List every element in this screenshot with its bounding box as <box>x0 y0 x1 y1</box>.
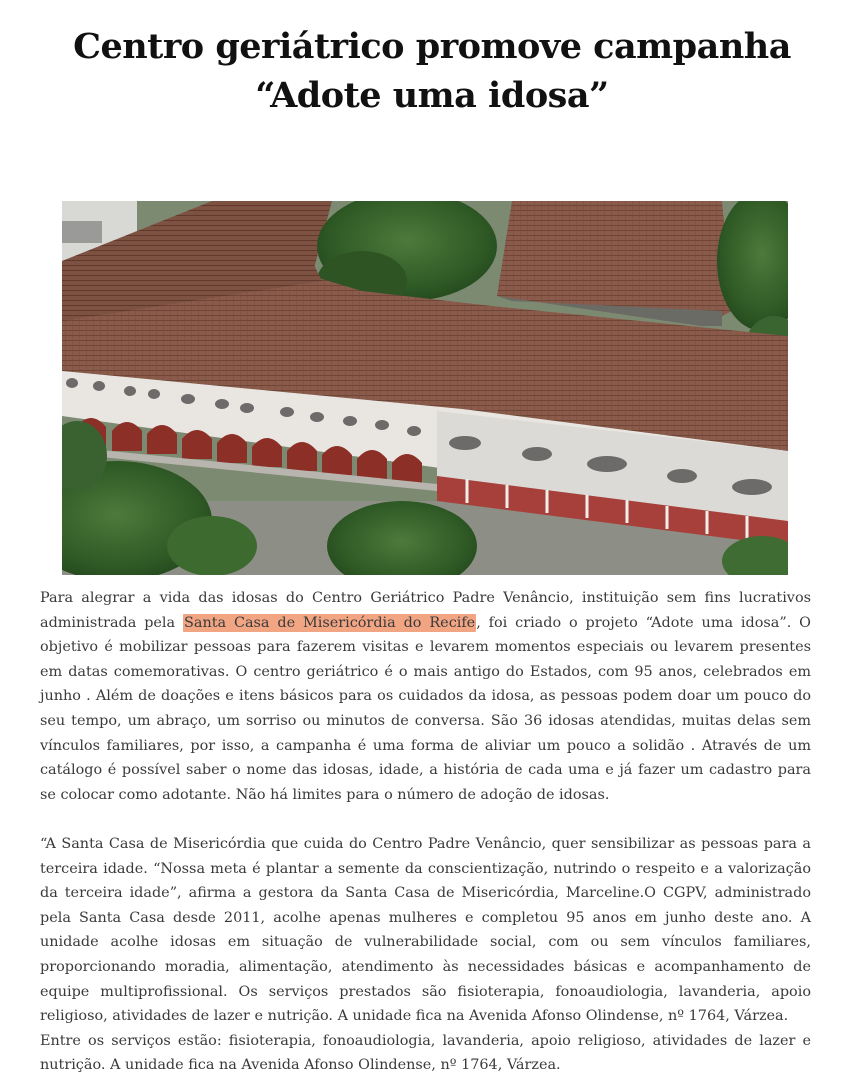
paragraph-text: Para alegrar a vida das idosas do Centro Geriátrico Padre Venâncio, instituição sem fins lucrativos administrada pela <box>40 590 811 631</box>
paragraph-text: , foi criado o projeto “Adote uma idosa”. O objetivo é mobilizar pessoas para fazerem visitas e levarem momentos especiais ou levarem presentes em datas comemorativas. O centro geriátrico é o mais antigo do Estados, com 95 anos, celebrados em junho . Além de doações e itens básicos para os cuidados da idosa, as pessoas podem doar um pouco do seu tempo, um abraço, um sorriso ou minutos de conversa. São 36 idosas atendidas, muitas delas sem vínculos familiares, por isso, a campanha é uma forma de aliviar um pouco a solidão . Através de um catálogo é possível saber o nome das idosas, idade, a história de cada uma e já fazer um cadastro para se colocar como adotante. Não há limites para o número de adoção de idosas. <box>40 614 811 803</box>
article-paragraph <box>40 586 811 807</box>
article-photo-aerial-building <box>62 201 788 575</box>
santa-casa-link[interactable]: Santa Casa de Misericórdia do Recife <box>184 614 476 631</box>
article-paragraph: “A Santa Casa de Misericórdia que cuida do Centro Padre Venâncio, quer sensibilizar as pessoas para a terceira idade. “Nossa meta é plantar a semente da conscientização, nutrindo o respeito e a valorização da terceira idade”, afirma a gestora da Santa Casa de Misericórdia, Marceline.O CGPV, administrado pela Santa Casa desde 2011, acolhe apenas mulheres e completou 95 anos em junho deste ano. A unidade acolhe idosas em situação de vulnerabilidade social, com ou sem vínculos familiares, proporcionando moradia, alimentação, atendimento às necessidades básicas e acompanhamento de equipe multiprofissional. Os serviços prestados são fisioterapia, fonoaudiologia, lavanderia, apoio religioso, atividades de lazer e nutrição. A unidade fica na Avenida Afonso Olindense, nº 1764, Várzea. <box>40 835 811 1025</box>
article-body <box>40 586 811 1078</box>
article-paragraph: Entre os serviços estão: fisioterapia, fonoaudiologia, lavanderia, apoio religioso, atividades de lazer e nutrição. A unidade fica na Avenida Afonso Olindense, nº 1764, Várzea. <box>40 1032 811 1074</box>
article-title: Centro geriátrico promove campanha “Adote uma idosa” <box>73 26 791 116</box>
